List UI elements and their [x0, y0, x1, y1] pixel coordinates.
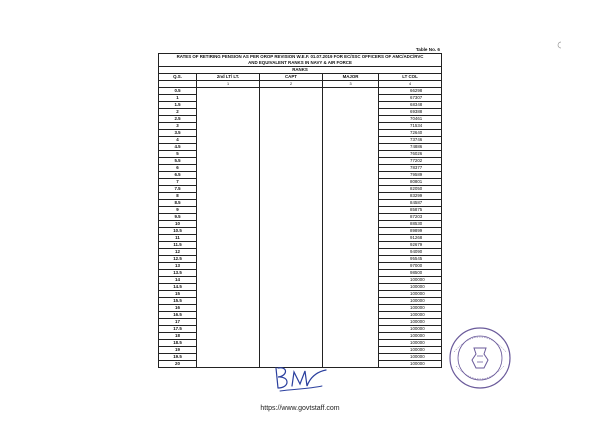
- lt-col-cell: 91268: [379, 235, 442, 242]
- lt-col-cell: 100000: [379, 305, 442, 312]
- empty-cell: [197, 214, 260, 221]
- qs-cell: 6.5: [159, 172, 197, 179]
- empty-cell: [197, 305, 260, 312]
- empty-cell: [197, 249, 260, 256]
- lt-col-cell: 87203: [379, 214, 442, 221]
- lt-col-cell: 100000: [379, 340, 442, 347]
- empty-cell: [260, 354, 323, 361]
- empty-cell: [197, 263, 260, 270]
- lt-col-cell: 79589: [379, 172, 442, 179]
- qs-cell: 3: [159, 123, 197, 130]
- table-row: [159, 109, 442, 116]
- table-row: [159, 158, 442, 165]
- empty-cell: [260, 214, 323, 221]
- lt-col-cell: 100000: [379, 333, 442, 340]
- empty-cell: [260, 158, 323, 165]
- qs-cell: 2.5: [159, 116, 197, 123]
- header-capt: CAPT: [260, 74, 323, 81]
- lt-col-cell: 68348: [379, 102, 442, 109]
- empty-cell: [197, 326, 260, 333]
- qs-cell: 16.5: [159, 312, 197, 319]
- lt-col-cell: 100000: [379, 298, 442, 305]
- empty-cell: [260, 186, 323, 193]
- table-body: [159, 88, 442, 368]
- lt-col-cell: 100000: [379, 284, 442, 291]
- table-title-line1: RATES OF RETIRING PENSION AS PER OROP REVISION W.E.F. 01.07.2019 FOR EC/SSC OFFICERS OF AMC/ADC/RVC: [176, 54, 424, 59]
- empty-cell: [323, 123, 379, 130]
- table-row: [159, 340, 442, 347]
- empty-cell: [323, 88, 379, 95]
- qs-cell: 20: [159, 361, 197, 368]
- empty-cell: [260, 221, 323, 228]
- lt-col-cell: 89899: [379, 228, 442, 235]
- qs-cell: 8.5: [159, 200, 197, 207]
- empty-cell: [323, 291, 379, 298]
- table-row: [159, 172, 442, 179]
- qs-cell: 3.5: [159, 130, 197, 137]
- empty-cell: [323, 221, 379, 228]
- qs-cell: 7.5: [159, 186, 197, 193]
- lt-col-cell: 98500: [379, 270, 442, 277]
- qs-cell: 10.5: [159, 228, 197, 235]
- empty-cell: [260, 179, 323, 186]
- lt-col-cell: 100000: [379, 277, 442, 284]
- qs-cell: 9.5: [159, 214, 197, 221]
- empty-cell: [197, 158, 260, 165]
- empty-cell: [260, 347, 323, 354]
- empty-cell: [197, 186, 260, 193]
- header-qs: Q.S.: [159, 74, 197, 81]
- empty-cell: [260, 165, 323, 172]
- table-number: Table No. 6: [415, 47, 440, 52]
- empty-cell: [323, 151, 379, 158]
- lt-col-cell: 73746: [379, 137, 442, 144]
- lt-col-cell: 100000: [379, 361, 442, 368]
- empty-cell: [197, 130, 260, 137]
- source-url: https://www.govtstaff.com: [260, 405, 340, 412]
- lt-col-cell: 72640: [379, 130, 442, 137]
- column-number-row: [159, 81, 442, 88]
- empty-cell: [323, 116, 379, 123]
- qs-cell: 1: [159, 95, 197, 102]
- table-row: [159, 256, 442, 263]
- qs-cell: 7: [159, 179, 197, 186]
- column-number: [159, 81, 197, 88]
- pension-rates-table: [158, 53, 442, 368]
- lt-col-cell: 100000: [379, 347, 442, 354]
- lt-col-cell: 80801: [379, 179, 442, 186]
- empty-cell: [260, 256, 323, 263]
- qs-cell: 10: [159, 221, 197, 228]
- column-number: 4: [379, 81, 442, 88]
- empty-cell: [260, 242, 323, 249]
- table-row: [159, 249, 442, 256]
- empty-cell: [197, 144, 260, 151]
- empty-cell: [260, 228, 323, 235]
- lt-col-cell: 85875: [379, 207, 442, 214]
- empty-cell: [323, 158, 379, 165]
- empty-cell: [197, 312, 260, 319]
- lt-col-cell: 67307: [379, 95, 442, 102]
- empty-cell: [197, 109, 260, 116]
- empty-cell: [323, 340, 379, 347]
- table-row: [159, 284, 442, 291]
- lt-col-cell: 92679: [379, 242, 442, 249]
- empty-cell: [323, 263, 379, 270]
- empty-cell: [323, 305, 379, 312]
- lt-col-cell: 82050: [379, 186, 442, 193]
- empty-cell: [197, 270, 260, 277]
- qs-cell: 4: [159, 137, 197, 144]
- qs-cell: 0.5: [159, 88, 197, 95]
- qs-cell: 4.5: [159, 144, 197, 151]
- table-row: [159, 95, 442, 102]
- empty-cell: [323, 249, 379, 256]
- empty-cell: [197, 200, 260, 207]
- empty-cell: [197, 116, 260, 123]
- empty-cell: [323, 193, 379, 200]
- empty-cell: [197, 354, 260, 361]
- empty-cell: [197, 207, 260, 214]
- lt-col-cell: 77202: [379, 158, 442, 165]
- empty-cell: [323, 214, 379, 221]
- table-row: [159, 151, 442, 158]
- empty-cell: [197, 165, 260, 172]
- table-row: [159, 130, 442, 137]
- lt-col-cell: 88530: [379, 221, 442, 228]
- qs-cell: 1.5: [159, 102, 197, 109]
- lt-col-cell: 84587: [379, 200, 442, 207]
- qs-cell: 17.5: [159, 326, 197, 333]
- table-row: [159, 228, 442, 235]
- empty-cell: [260, 137, 323, 144]
- empty-cell: [323, 137, 379, 144]
- empty-cell: [197, 221, 260, 228]
- empty-cell: [197, 172, 260, 179]
- table-row: [159, 326, 442, 333]
- table-row: [159, 298, 442, 305]
- table-row: [159, 242, 442, 249]
- empty-cell: [197, 361, 260, 368]
- empty-cell: [197, 151, 260, 158]
- empty-cell: [197, 319, 260, 326]
- empty-cell: [260, 200, 323, 207]
- empty-cell: [197, 277, 260, 284]
- empty-cell: [197, 88, 260, 95]
- qs-cell: 16: [159, 305, 197, 312]
- empty-cell: [260, 291, 323, 298]
- qs-cell: 12: [159, 249, 197, 256]
- empty-cell: [323, 130, 379, 137]
- empty-cell: [323, 277, 379, 284]
- empty-cell: [197, 95, 260, 102]
- lt-col-cell: 69388: [379, 109, 442, 116]
- qs-cell: 17: [159, 319, 197, 326]
- empty-cell: [260, 116, 323, 123]
- empty-cell: [197, 228, 260, 235]
- table-row: [159, 347, 442, 354]
- lt-col-cell: 95545: [379, 256, 442, 263]
- qs-cell: 14.5: [159, 284, 197, 291]
- table-row: [159, 200, 442, 207]
- table-row: [159, 144, 442, 151]
- qs-cell: 6: [159, 165, 197, 172]
- lt-col-cell: 100000: [379, 326, 442, 333]
- table-row: [159, 235, 442, 242]
- empty-cell: [260, 305, 323, 312]
- lt-col-cell: 94090: [379, 249, 442, 256]
- qs-cell: 5: [159, 151, 197, 158]
- empty-cell: [260, 207, 323, 214]
- qs-cell: 12.5: [159, 256, 197, 263]
- qs-cell: 14: [159, 277, 197, 284]
- empty-cell: [323, 207, 379, 214]
- empty-cell: [323, 172, 379, 179]
- empty-cell: [323, 347, 379, 354]
- empty-cell: [197, 333, 260, 340]
- empty-cell: [197, 298, 260, 305]
- table-row: [159, 312, 442, 319]
- qs-cell: 13: [159, 263, 197, 270]
- empty-cell: [197, 347, 260, 354]
- lt-col-cell: 76026: [379, 151, 442, 158]
- qs-cell: 19: [159, 347, 197, 354]
- lt-col-cell: 71534: [379, 123, 442, 130]
- empty-cell: [260, 249, 323, 256]
- empty-cell: [197, 256, 260, 263]
- table-row: [159, 305, 442, 312]
- lt-col-cell: 66298: [379, 88, 442, 95]
- empty-cell: [197, 193, 260, 200]
- lt-col-cell: 70461: [379, 116, 442, 123]
- empty-cell: [260, 109, 323, 116]
- empty-cell: [197, 179, 260, 186]
- table-row: [159, 179, 442, 186]
- empty-cell: [323, 319, 379, 326]
- empty-cell: [260, 277, 323, 284]
- table-row: [159, 319, 442, 326]
- lt-col-cell: 97000: [379, 263, 442, 270]
- empty-cell: [260, 312, 323, 319]
- column-number: 2: [260, 81, 323, 88]
- empty-cell: [323, 326, 379, 333]
- qs-cell: 18.5: [159, 340, 197, 347]
- ranks-label: RANKS: [159, 67, 442, 74]
- table-row: [159, 207, 442, 214]
- qs-cell: 9: [159, 207, 197, 214]
- empty-cell: [197, 242, 260, 249]
- header-row: [159, 74, 442, 81]
- lt-col-cell: 78377: [379, 165, 442, 172]
- table-row: [159, 214, 442, 221]
- lt-col-cell: 74886: [379, 144, 442, 151]
- empty-cell: [323, 95, 379, 102]
- empty-cell: [323, 179, 379, 186]
- empty-cell: [323, 284, 379, 291]
- table-row: [159, 263, 442, 270]
- empty-cell: [260, 319, 323, 326]
- column-number: 3: [323, 81, 379, 88]
- table-row: [159, 116, 442, 123]
- table-row: [159, 277, 442, 284]
- empty-cell: [260, 172, 323, 179]
- table-row: [159, 123, 442, 130]
- empty-cell: [197, 137, 260, 144]
- lt-col-cell: 100000: [379, 291, 442, 298]
- lt-col-cell: 100000: [379, 319, 442, 326]
- empty-cell: [260, 235, 323, 242]
- qs-cell: 15: [159, 291, 197, 298]
- empty-cell: [197, 102, 260, 109]
- empty-cell: [260, 270, 323, 277]
- empty-cell: [323, 186, 379, 193]
- empty-cell: [323, 102, 379, 109]
- empty-cell: [197, 284, 260, 291]
- qs-cell: 11.5: [159, 242, 197, 249]
- handwritten-signature: [272, 364, 332, 394]
- table-row: [159, 221, 442, 228]
- empty-cell: [323, 109, 379, 116]
- qs-cell: 11: [159, 235, 197, 242]
- table-row: [159, 291, 442, 298]
- column-number: 1: [197, 81, 260, 88]
- empty-cell: [260, 298, 323, 305]
- table-row: [159, 186, 442, 193]
- qs-cell: 13.5: [159, 270, 197, 277]
- empty-cell: [260, 144, 323, 151]
- table-row: [159, 270, 442, 277]
- empty-cell: [323, 144, 379, 151]
- empty-cell: [197, 235, 260, 242]
- lt-col-cell: 100000: [379, 354, 442, 361]
- empty-cell: [260, 88, 323, 95]
- official-seal-stamp: [448, 326, 512, 390]
- table-row: [159, 102, 442, 109]
- qs-cell: 15.5: [159, 298, 197, 305]
- empty-cell: [197, 291, 260, 298]
- header-major: MAJOR: [323, 74, 379, 81]
- empty-cell: [197, 340, 260, 347]
- empty-cell: [260, 263, 323, 270]
- empty-cell: [323, 354, 379, 361]
- empty-cell: [323, 165, 379, 172]
- empty-cell: [260, 333, 323, 340]
- empty-cell: [260, 193, 323, 200]
- empty-cell: [323, 242, 379, 249]
- table-row: [159, 88, 442, 95]
- qs-cell: 8: [159, 193, 197, 200]
- header-2nd-lt: 2nd LT/ LT.: [197, 74, 260, 81]
- lt-col-cell: 100000: [379, 312, 442, 319]
- table-row: [159, 165, 442, 172]
- empty-cell: [260, 326, 323, 333]
- empty-cell: [323, 200, 379, 207]
- qs-cell: 18: [159, 333, 197, 340]
- qs-cell: 5.5: [159, 158, 197, 165]
- qs-cell: 19.5: [159, 354, 197, 361]
- table-row: [159, 193, 442, 200]
- empty-cell: [260, 102, 323, 109]
- empty-cell: [323, 333, 379, 340]
- table-row: [159, 354, 442, 361]
- header-lt-col: LT COL: [379, 74, 442, 81]
- empty-cell: [323, 298, 379, 305]
- empty-cell: [323, 235, 379, 242]
- empty-cell: [260, 284, 323, 291]
- empty-cell: [323, 312, 379, 319]
- empty-cell: [260, 340, 323, 347]
- table-title-line2: AND EQUIVALENT RANKS IN NAVY & AIR FORCE: [248, 60, 352, 65]
- empty-cell: [323, 228, 379, 235]
- empty-cell: [197, 123, 260, 130]
- table-row: [159, 333, 442, 340]
- empty-cell: [323, 270, 379, 277]
- empty-cell: [260, 130, 323, 137]
- table-row: [159, 137, 442, 144]
- empty-cell: [260, 95, 323, 102]
- table-title: [159, 54, 442, 67]
- lt-col-cell: 83299: [379, 193, 442, 200]
- qs-cell: 2: [159, 109, 197, 116]
- empty-cell: [260, 123, 323, 130]
- empty-cell: [323, 256, 379, 263]
- empty-cell: [260, 151, 323, 158]
- scan-artifact-mark: [555, 41, 563, 49]
